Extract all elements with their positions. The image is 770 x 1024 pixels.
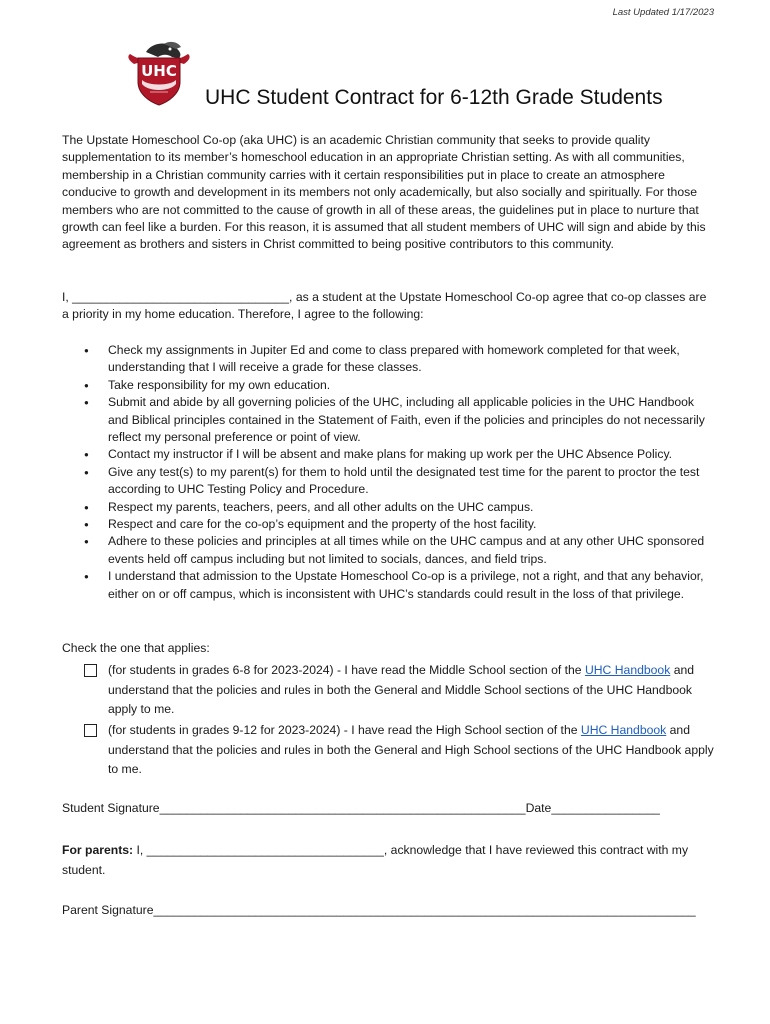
last-updated: Last Updated 1/17/2023 bbox=[612, 7, 714, 18]
intro-paragraph: The Upstate Homeschool Co-op (aka UHC) is an academic Christian community that seeks to provide quality supplementation to its member’s homeschool education in an appropriate Christian setting. As with all communities, membership in a Christian community carries with it certain responsibilities put in place to create an atmosphere conducive to growth and development in its members not only academically, but also socially and spiritually. For those members who are not committed to the cause of growth in all of these areas, the guidelines put in place to nurture that growth can feel like a burden. For this reason, it is assumed that all student members of UHC will sign and abide by this agreement as brothers and sisters in Christ committed to being positive contributors to this community. bbox=[62, 133, 706, 252]
high-school-checkbox[interactable] bbox=[84, 724, 97, 737]
uhc-handbook-link[interactable]: UHC Handbook bbox=[580, 723, 667, 737]
list-item: ● Respect my parents, teachers, peers, and all other adults on the UHC campus. bbox=[62, 499, 712, 516]
parent-signature-line[interactable]: Parent Signature________________________________________________________________________________ bbox=[62, 903, 696, 917]
pledge-paragraph: I, ________________________________, as a student at the Upstate Homeschool Co-op agree that co-op classes are a priority in my home education. Therefore, I agree to the following: bbox=[62, 290, 707, 322]
list-item: ● Contact my instructor if I will be absent and make plans for making up work per the UHC Absence Policy. bbox=[62, 446, 712, 463]
list-item: ● Check my assignments in Jupiter Ed and come to class prepared with homework completed for that week, understanding that I will receive a grade for these classes. bbox=[62, 342, 712, 377]
parents-text[interactable]: I, ___________________________________, acknowledge that I have reviewed this contract with my student. bbox=[62, 843, 689, 877]
rules-list bbox=[62, 342, 712, 603]
page-title: UHC Student Contract for 6-12th Grade Students bbox=[205, 86, 663, 109]
list-item: ● Take responsibility for my own education. bbox=[62, 377, 712, 394]
student-signature-line[interactable]: Student Signature______________________________________________________Date________________ bbox=[62, 801, 660, 815]
option-text: (for students in grades 9-12 for 2023-2024) - I have read the High School section of the UHC Handbook and understand that the policies and rules in both the General and High School sections of the UHC Handbook apply to me. bbox=[108, 723, 714, 776]
list-item: ● Respect and care for the co-op’s equipment and the property of the host facility. bbox=[62, 516, 712, 533]
option-text: (for students in grades 6-8 for 2023-2024) - I have read the Middle School section of the UHC Handbook and understand that the policies and rules in both the General and Middle School sections of the UHC Handbook apply to me. bbox=[108, 663, 695, 716]
list-item: ● I understand that admission to the Upstate Homeschool Co-op is a privilege, not a right, and that any behavior, either on or off campus, which is inconsistent with UHC’s standards could result in the loss of that privilege. bbox=[62, 568, 712, 603]
parents-label: For parents: bbox=[62, 843, 134, 857]
middle-school-checkbox[interactable] bbox=[84, 664, 97, 677]
uhc-logo bbox=[124, 38, 194, 108]
parents-acknowledgement bbox=[62, 840, 714, 880]
uhc-handbook-link[interactable]: UHC Handbook bbox=[584, 663, 671, 677]
option-high-school bbox=[84, 721, 714, 780]
logo-text: UHC bbox=[141, 62, 177, 80]
list-item: ● Submit and abide by all governing policies of the UHC, including all applicable policies in the UHC Handbook and Biblical principles contained in the Statement of Faith, even if the policies and principles do not necessarily reflect my personal preference or point of view. bbox=[62, 394, 712, 446]
check-instruction: Check the one that applies: bbox=[62, 641, 210, 655]
list-item: ● Give any test(s) to my parent(s) for them to hold until the designated test time for the parent to proctor the test according to UHC Testing Policy and Procedure. bbox=[62, 464, 712, 499]
list-item: ● Adhere to these policies and principles at all times while on the UHC campus and at any other UHC sponsored events held off campus including but not limited to socials, dances, and field trips. bbox=[62, 533, 712, 568]
option-middle-school bbox=[84, 661, 714, 720]
